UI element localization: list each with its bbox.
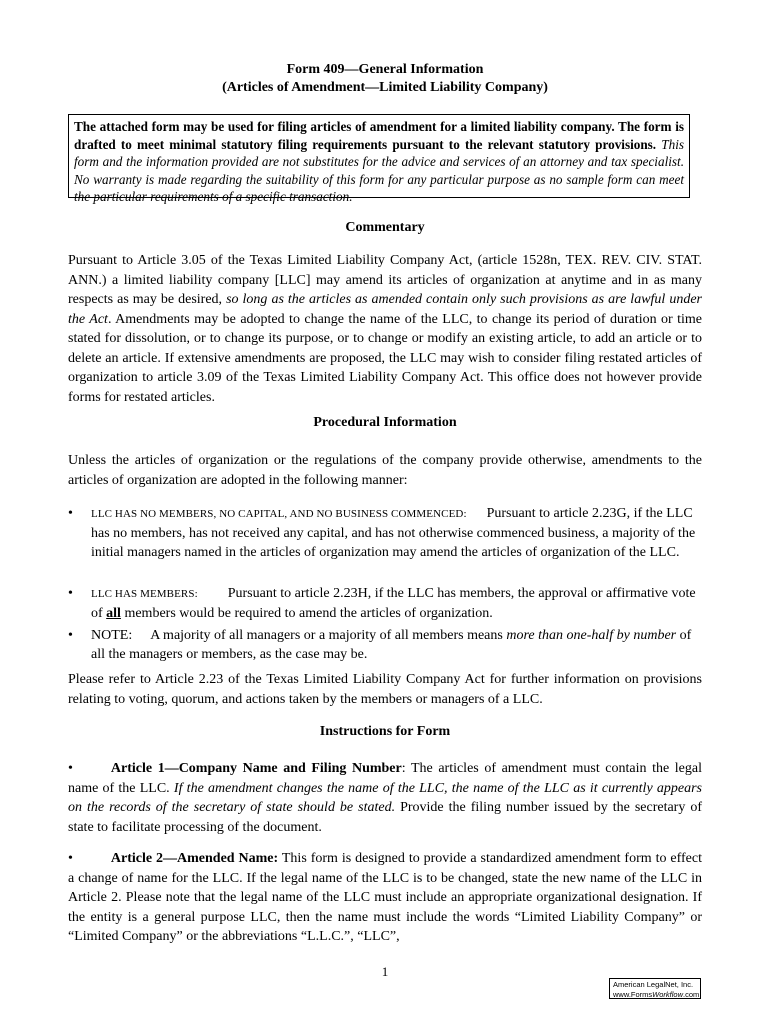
commentary-text-2: . Amendments may be adopted to change the name of the LLC, to change its period of duration or time stated for dissolution, or to change its purpose, or to change or modify an existing article, to add an article or to delete an article. If extensive amendments are proposed, the LLC may wish to consider filing restated articles of organization to article 3.09 of the Texas Limited Liability Company Act. This office does not however provide forms for restated articles. — [68, 311, 702, 405]
commentary-text-1: Pursuant to Article 3.05 of the Texas Limited Liability Company Act, (article 1528n, TEX. REV. CIV. STAT. ANN.) a limited liability company [LLC] may amend its articles of organization at anytime and in as many respects as may be desired, — [68, 253, 702, 307]
bullet-note-text-1: A majority of all managers or a majority of all members means — [150, 628, 503, 643]
bullet-no-members-text: Pursuant to article 2.23G, if the LLC has no members, has not received any capital, and has not otherwise commenced business, a majority of the initial managers named in the articles of organization may amend the articles of organization of the LLC. — [91, 506, 696, 560]
stamp-line-2: www.FormsWorkflow.com — [613, 989, 700, 999]
bullet-all-word: all — [106, 606, 121, 621]
page-number: 1 — [381, 964, 389, 979]
refer-paragraph: Please refer to Article 2.23 of the Texas Limited Liability Company Act for further information on provisions relating to voting, quorum, and actions taken by the members or managers of a LLC. — [68, 672, 702, 707]
form-title: Form 409—General Information — [286, 62, 484, 77]
procedural-heading: Procedural Information — [313, 415, 457, 430]
article-1-instruction — [68, 759, 702, 837]
stamp-line-1: American LegalNet, Inc. — [613, 980, 694, 989]
commentary-paragraph — [68, 251, 702, 407]
bullet-has-members — [68, 584, 702, 623]
article-2-title: Article 2—Amended Name: — [110, 851, 279, 866]
commentary-italic: so long as the articles as amended contain only such provisions as are lawful under the Act — [68, 292, 702, 327]
bullet-no-members-label: LLC HAS NO MEMBERS, NO CAPITAL, AND NO BUSINESS COMMENCED: — [91, 508, 467, 520]
bullet-note-italic: more than one-half by number — [506, 628, 677, 643]
article-2-text: This form is designed to provide a standardized amendment form to effect a change of name for the LLC. If the legal name of the LLC is to be changed, state the new name of the LLC in Article 2. Please note that the legal name of the LLC must include an appropriate organizational designation. If the entity is a general purpose LLC, then the name must include the words “Limited Liability Company” or “Limited Company” or the abbreviations “L.L.C.”, “LLC”, — [68, 851, 703, 944]
article-2-instruction — [68, 849, 702, 947]
notice-box — [68, 114, 690, 204]
article-1-text-1: : The articles of amendment must contain the legal name of the LLC. — [68, 761, 702, 796]
bullet-note — [68, 626, 702, 664]
commentary-heading: Commentary — [345, 220, 425, 235]
article-1-italic: If the amendment changes the name of the LLC, the name of the LLC as it currently appears on the records of the secretary of state should be stated. — [68, 780, 702, 815]
publisher-stamp — [609, 978, 701, 999]
bullet-dot: • — [68, 586, 73, 601]
form-subtitle: (Articles of Amendment—Limited Liability Company) — [222, 80, 548, 95]
bullet-has-members-text-1: Pursuant to article 2.23H, if the LLC has members, the approval or affirmative vote of — [91, 586, 696, 621]
bullet-no-members — [68, 504, 702, 562]
procedural-intro: Unless the articles of organization or the regulations of the company provide otherwise, amendments to the articles of organization are adopted in the following manner: — [68, 453, 702, 488]
bullet-has-members-label: LLC HAS MEMBERS: — [91, 588, 198, 600]
bullet-note-text-2: of all the managers or members, as the case may be. — [91, 628, 692, 662]
notice-bold-text: The attached form may be used for filing articles of amendment for a limited liability company. The form is drafted to meet minimal statutory filing requirements pursuant to the relevant statutory provisions. — [74, 119, 684, 152]
bullet-dot: • — [68, 761, 73, 776]
article-1-title: Article 1—Company Name and Filing Number — [110, 761, 402, 776]
bullet-dot: • — [68, 506, 73, 521]
bullet-has-members-text-2: members would be required to amend the articles of organization. — [124, 606, 493, 621]
article-1-text-2: Provide the filing number issued by the secretary of state to facilitate processing of the document. — [68, 800, 702, 835]
bullet-dot: • — [68, 851, 73, 866]
bullet-note-label: NOTE: — [91, 628, 133, 643]
bullet-dot: • — [68, 628, 73, 643]
instructions-heading: Instructions for Form — [319, 724, 451, 739]
notice-italic-text: This form and the information provided are not substitutes for the advice and services of an attorney and tax specialist. No warranty is made regarding the suitability of this form for any particular purpose as no sample form can meet the particular requirements of a specific transaction. — [74, 136, 684, 204]
